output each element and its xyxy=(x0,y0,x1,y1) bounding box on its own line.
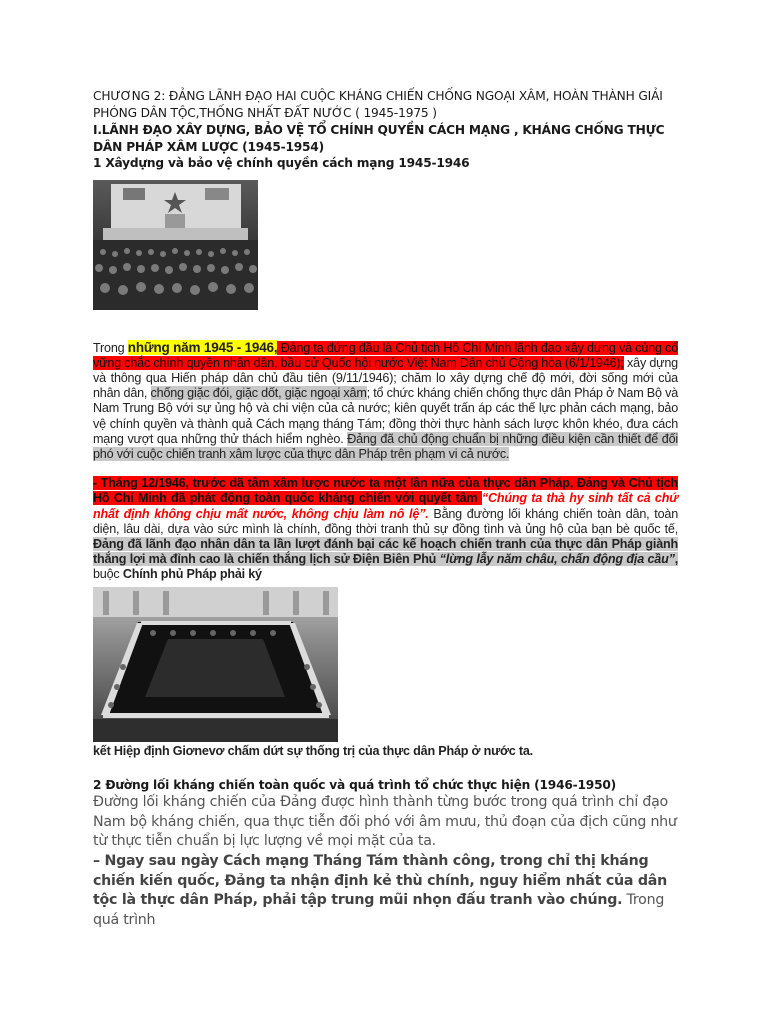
para2-highlight-red: - Tháng 12/1946, trước dã tâm xâm lược nước ta một lần nữa của thực dân Pháp, Đảng và Chủ tịch Hồ Chí Minh đã phát động toàn quốc kháng chiến với quyết tâm xyxy=(93,476,678,506)
paragraph-enemy xyxy=(93,852,678,930)
para1-highlight-red: Đảng ta đứng đầu là Chủ tịch Hồ Chí Minh lãnh đạo xây dựng và củng cố vững chắc chính quyền nhân dân, bầu cử Quốc hội nước Việt Nam Dân chủ Cộng hòa (6/1/1946); xyxy=(93,340,678,370)
para1-text-1: Trong xyxy=(93,340,128,355)
paragraph-strategy: Đường lối kháng chiến của Đảng được hình thành từng bước trong quá trình chỉ đạo Nam bộ kháng chiến, qua thực tiễn đối phó với âm mưu, thủ đoạn của địch cũng như từ thực tiễn chuẩn bị lực lượng về mọi mặt của ta. xyxy=(93,794,677,850)
para2-bold-end: Chính phủ Pháp phải ký xyxy=(122,567,262,582)
para2-text-2: buộc xyxy=(93,567,123,582)
para2-highlight-quote: “lừng lẫy năm châu, chấn động địa cầu” xyxy=(439,552,675,567)
paragraph-1946 xyxy=(93,340,678,463)
subsection-title-2: 2 Đường lối kháng chiến toàn quốc và quá trình tổ chức thực hiện (1946-1950) xyxy=(93,777,616,792)
para1-highlight-years: những năm 1945 - 1946, xyxy=(127,339,278,355)
para1-highlight-grey-2: Đảng đã chủ động chuẩn bị những điều kiện cần thiết để đối phó với cuộc chiến tranh xâm lược của thực dân Pháp trên phạm vi cả nước. xyxy=(93,431,678,461)
photo-national-assembly-image xyxy=(93,180,258,310)
photo-geneva-conference xyxy=(93,587,338,742)
subsection-title-1: 1 Xâydựng và bảo vệ chính quyền cách mạng 1945-1946 xyxy=(93,156,470,170)
para2-text-1: Bằng đường lối kháng chiến toàn dân, toàn diện, lâu dài, dựa vào sức mình là chính, đồng thời tranh thủ sự đồng tình và ủng hộ của bạn bè quốc tế, xyxy=(93,506,678,536)
document-page xyxy=(93,88,678,930)
para4-bold: – Ngay sau ngày Cách mạng Tháng Tám thành công, trong chỉ thị kháng chiến kiến quốc, Đảng ta nhận định kẻ thù chính, nguy hiểm nhất của dân tộc là thực dân Pháp, phải tập trung mũi nhọn đấu tranh vào chúng. xyxy=(93,853,667,909)
para2-quote-red: “Chúng ta thà hy sinh tất cả chứ nhất định không chịu mất nước, không chịu làm nô lệ”. xyxy=(93,491,678,521)
para2-highlight-grey-bold: Đảng đã lãnh đạo nhân dân ta lần lượt đánh bại các kế hoạch chiến tranh của thực dân Pháp giành thắng lợi mà đỉnh cao là chiến thắng lịch sử Điện Biên Phủ xyxy=(93,536,678,567)
chapter-title: CHƯƠNG 2: ĐẢNG LÃNH ĐẠO HAI CUỘC KHÁNG CHIẾN CHỐNG NGOẠI XÂM, HOÀN THÀNH GIẢI PHÓNG DÂN TỘC,THỐNG NHẤT ĐẤT NƯỚC ( 1945-1975 ) xyxy=(93,89,663,120)
paragraph-december-1946 xyxy=(93,476,678,582)
photo-geneva-conference-image xyxy=(93,587,338,742)
photo-national-assembly xyxy=(93,180,258,310)
para1-highlight-grey-1: chống giặc đói, giặc dốt, giặc ngoại xâm xyxy=(150,386,367,401)
para4-text: Trong quá trình xyxy=(93,892,665,928)
paragraph-geneva-continuation: kết Hiệp định Giơnevơ chấm dứt sự thống trị của thực dân Pháp ở nước ta. xyxy=(93,743,533,758)
para1-text-2: xây dựng và thông qua Hiến pháp dân chủ đầu tiên (9/11/1946); chăm lo xây dựng chế độ mới, đời sống mới của nhân dân, xyxy=(93,355,678,401)
section-title: I.LÃNH ĐẠO XÂY DỰNG, BẢO VỆ TỔ CHÍNH QUYỀN CÁCH MẠNG , KHÁNG CHỐNG THỰC DÂN PHÁP XÂM LƯỢC (1945-1954) xyxy=(93,123,665,154)
para2-highlight-comma: , xyxy=(674,552,678,567)
para1-text-3: ; tổ chức kháng chiến chống thực dân Pháp ở Nam Bộ và Nam Trung Bộ với sự ủng hộ và chi viện của cả nước; kiên quyết trấn áp các thế lực phản cách mạng, bảo vệ chính quyền và thành quả Cách mạng tháng Tám; đồng thời thực hành sách lược khôn khéo, đưa cách mạng vượt qua những thử thách hiểm nghèo. xyxy=(93,386,679,446)
